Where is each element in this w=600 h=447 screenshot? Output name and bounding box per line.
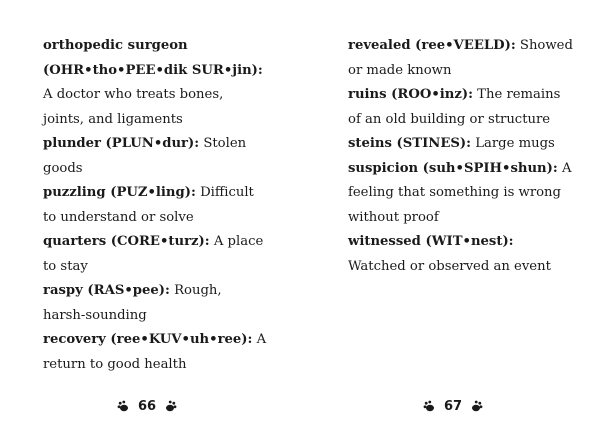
glossary-term: plunder (PLUN•dur):: [43, 136, 200, 151]
glossary-term: orthopedic surgeon (OHR•tho•PEE•dik SUR•jin):: [43, 38, 263, 78]
glossary-entry-raspy: [43, 279, 268, 328]
glossary-entry-puzzling: [43, 181, 268, 230]
glossary-entry-witnessed: [348, 230, 573, 279]
glossary-entry-orthopedic-surgeon: [43, 34, 268, 132]
glossary-term: ruins (ROO•inz):: [348, 87, 473, 102]
page-number: 67: [444, 398, 463, 414]
glossary-definition: Rough, harsh-sounding: [43, 283, 222, 323]
glossary-entry-ruins: [348, 83, 573, 132]
page-number-left: [117, 396, 177, 416]
glossary-definition: Watched or observed an event: [348, 258, 551, 274]
glossary-term: witnessed (WIT•nest):: [348, 234, 514, 249]
page-number: 66: [138, 398, 157, 414]
glossary-definition: A place to stay: [43, 234, 264, 274]
glossary-entry-revealed: [348, 34, 573, 83]
page-number-right: [423, 396, 483, 416]
paw-print-icon: [165, 400, 177, 412]
left-page-glossary: [43, 34, 268, 377]
right-page-glossary: [348, 34, 573, 279]
glossary-term: quarters (CORE•turz):: [43, 234, 210, 249]
glossary-definition: Difficult to understand or solve: [43, 185, 254, 225]
glossary-term: suspicion (suh•SPIH•shun):: [348, 160, 558, 176]
paw-print-icon: [471, 400, 483, 412]
glossary-term: raspy (RAS•pee):: [43, 283, 170, 298]
glossary-entry-steins: [348, 132, 573, 157]
glossary-definition: Stolen goods: [43, 136, 247, 176]
glossary-definition: Showed or made known: [348, 38, 573, 78]
glossary-definition: A return to good health: [43, 332, 267, 372]
glossary-entry-suspicion: [348, 157, 573, 231]
glossary-definition: A doctor who treats bones, joints, and ligaments: [43, 87, 224, 127]
paw-print-icon: [423, 400, 435, 412]
glossary-entry-recovery: [43, 328, 268, 377]
glossary-entry-quarters: [43, 230, 268, 279]
glossary-term: revealed (ree•VEELD):: [348, 38, 516, 53]
glossary-entry-plunder: [43, 132, 268, 181]
glossary-definition: The remains of an old building or structure: [348, 87, 561, 127]
paw-print-icon: [117, 400, 129, 412]
glossary-term: recovery (ree•KUV•uh•ree):: [43, 332, 253, 347]
glossary-definition: A feeling that something is wrong without proof: [348, 160, 572, 225]
glossary-term: puzzling (PUZ•ling):: [43, 185, 196, 200]
glossary-term: steins (STINES):: [348, 136, 472, 151]
glossary-definition: Large mugs: [475, 136, 555, 151]
